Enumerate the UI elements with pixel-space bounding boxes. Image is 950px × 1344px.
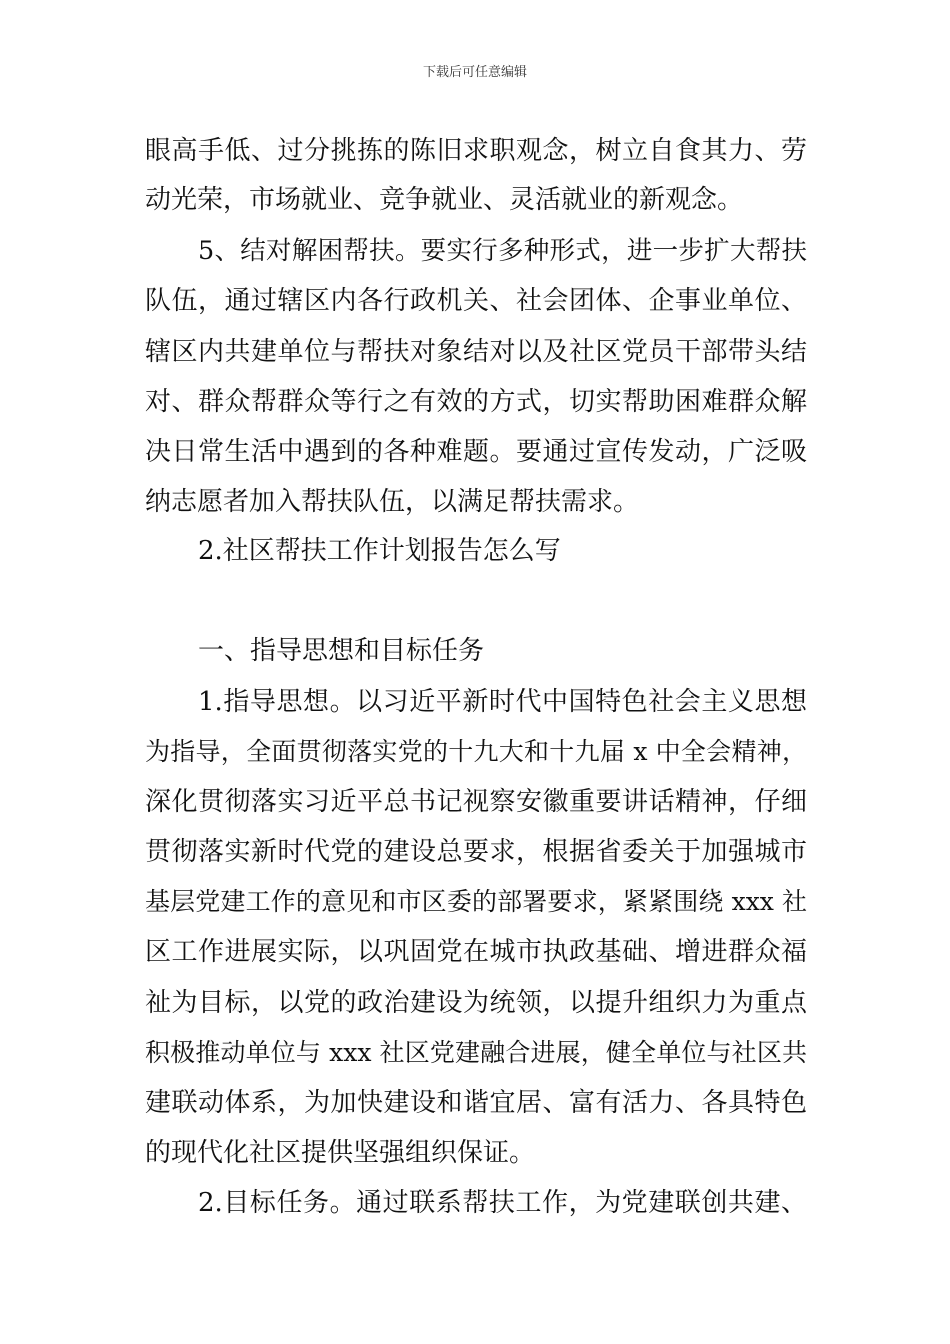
text-line: 2.目标任务。通过联系帮扶工作，为党建联创共建、 (198, 1188, 807, 1218)
text-line: 贯彻落实新时代党的建设总要求，根据省委关于加强城市 (145, 837, 807, 867)
text-line: 积极推动单位与 xxx 社区党建融合进展，健全单位与社区共 (145, 1038, 807, 1067)
section-heading: 一、指导思想和目标任务 (198, 636, 485, 666)
text-line: 1.指导思想。以习近平新时代中国特色社会主义思想 (198, 687, 807, 717)
text-line: 的现代化社区提供坚强组织保证。 (145, 1138, 536, 1168)
text-line: 建联动体系，为加快建设和谐宜居、富有活力、各具特色 (145, 1088, 807, 1118)
text-line: 深化贯彻落实习近平总书记视察安徽重要讲话精神，仔细 (145, 787, 807, 817)
text-line: 为指导，全面贯彻落实党的十九大和十九届 x 中全会精神， (145, 737, 807, 766)
text-line: 5、结对解困帮扶。要实行多种形式，进一步扩大帮扶 (198, 236, 807, 266)
text-line: 队伍，通过辖区内各行政机关、社会团体、企事业单位、 (145, 286, 807, 316)
text-line: 决日常生活中遇到的各种难题。要通过宣传发动，广泛吸 (145, 437, 807, 467)
page-header: 下载后可任意编辑 (422, 65, 527, 80)
text-line: 祉为目标，以党的政治建设为统领，以提升组织力为重点 (145, 988, 807, 1018)
text-line: 区工作进展实际，以巩固党在城市执政基础、增进群众福 (145, 937, 807, 967)
section-heading: 2.社区帮扶工作计划报告怎么写 (198, 536, 561, 566)
text-line: 眼高手低、过分挑拣的陈旧求职观念，树立自食其力、劳 (145, 136, 807, 166)
text-line: 纳志愿者加入帮扶队伍，以满足帮扶需求。 (145, 487, 640, 517)
text-line: 辖区内共建单位与帮扶对象结对以及社区党员干部带头结 (145, 337, 807, 367)
text-line: 基层党建工作的意见和市区委的部署要求，紧紧围绕 xxx 社 (145, 887, 807, 916)
text-line: 动光荣，市场就业、竞争就业、灵活就业的新观念。 (145, 185, 744, 215)
text-line: 对、群众帮群众等行之有效的方式，切实帮助困难群众解 (145, 387, 807, 417)
